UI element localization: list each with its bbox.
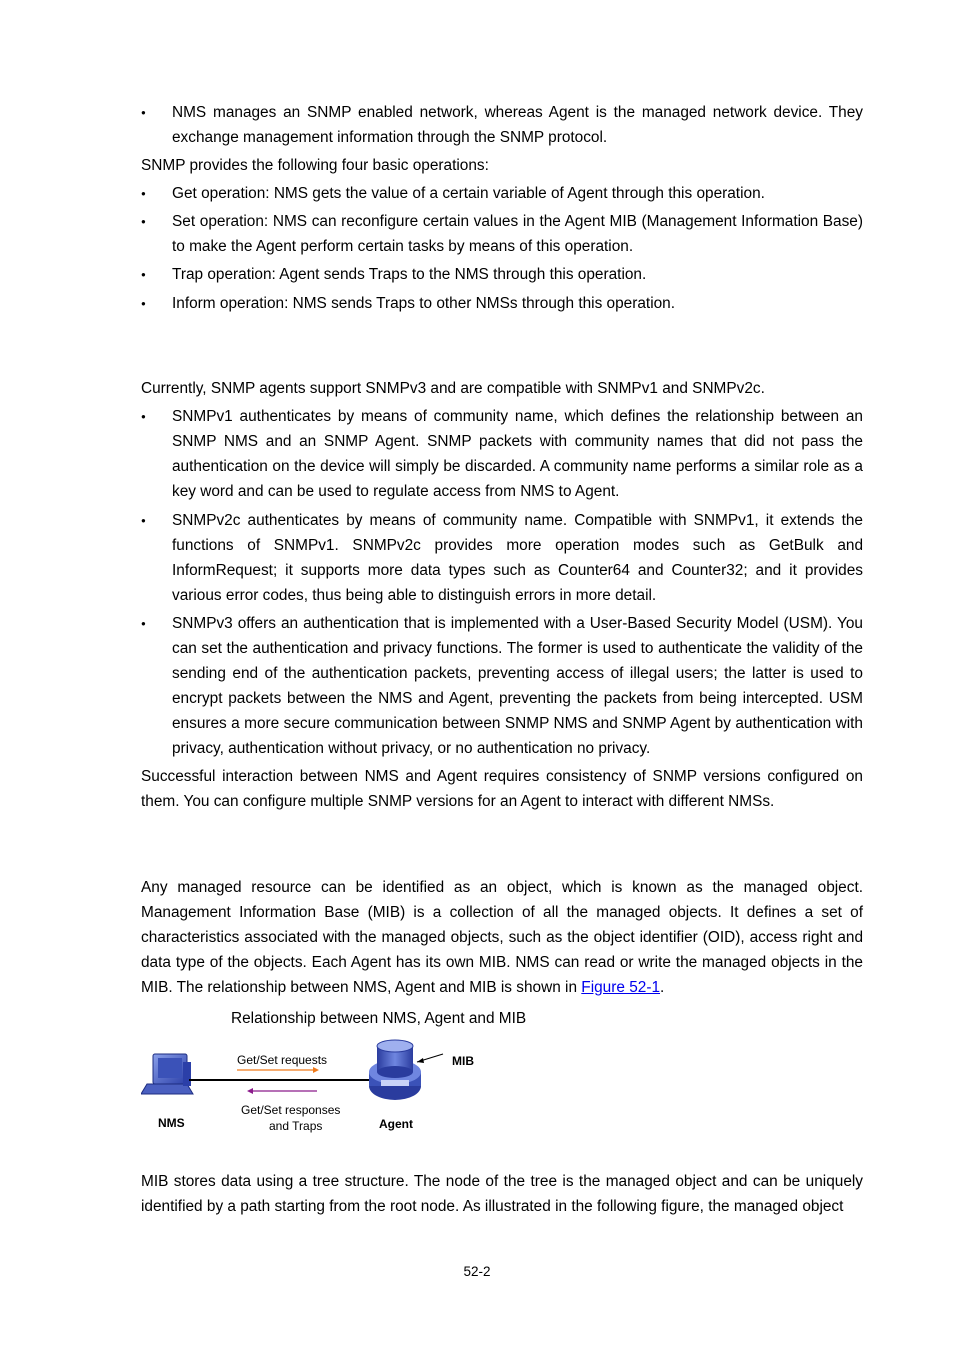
- list-item: ● SNMPv1 authenticates by means of community name, which defines the relationship between an SNMP NMS and an SNMP Agent. SNMP packets with community names that did not pass the authentication on the device will simply be discarded. A community name performs a similar role as a key word and can be used to regulate access from NMS to Agent.: [141, 404, 863, 504]
- operations-intro: SNMP provides the following four basic operations:: [141, 157, 489, 174]
- bullet-icon: [141, 181, 151, 208]
- bullet-icon: [141, 291, 151, 318]
- request-arrowhead: [313, 1067, 319, 1073]
- response-arrowhead: [247, 1088, 253, 1094]
- list-item: ● Trap operation: Agent sends Traps to the NMS through this operation.: [141, 262, 863, 287]
- page-number: 52-2: [463, 1264, 491, 1279]
- tree-paragraph: MIB stores data using a tree structure. The node of the tree is the managed object and can be uniquely identified by a path starting from the root node. As illustrated in the following figure, the managed object: [141, 1173, 863, 1215]
- mib-pointer-arrowhead: [417, 1058, 424, 1063]
- bullet-icon: [141, 100, 151, 127]
- list-item: ● Inform operation: NMS sends Traps to other NMSs through this operation.: [141, 291, 863, 316]
- nms-agent-mib-figure: [141, 1036, 501, 1140]
- versions-outro: Successful interaction between NMS and Agent requires consistency of SNMP versions configured on them. You can configure multiple SNMP versions for an Agent to interact with different NMSs.: [141, 768, 863, 810]
- list-item: ● NMS manages an SNMP enabled network, whereas Agent is the managed network device. They exchange management information through the SNMP protocol.: [141, 100, 863, 150]
- mib-paragraph: Any managed resource can be identified as an object, which is known as the managed object. Management Information Base (MIB) is a collection of all the managed objects. It defines a set of characteristics associated with the managed objects, such as the object identifier (OID), access right and data type of the objects. Each Agent has its own MIB. NMS can read or write the managed objects in the MIB. The relationship between NMS, Agent and MIB is shown in Figure 52-1.: [141, 879, 863, 996]
- bullet-icon: [141, 611, 151, 638]
- mib-label: MIB: [452, 1054, 474, 1068]
- responses-label-line2: and Traps: [269, 1119, 323, 1133]
- list-item: ● Set operation: NMS can reconfigure certain values in the Agent MIB (Management Information Base) to make the Agent perform certain tasks by means of this operation.: [141, 209, 863, 259]
- figure-link[interactable]: Figure 52-1: [581, 979, 661, 996]
- computer-icon: [141, 1054, 193, 1094]
- nms-label: NMS: [158, 1116, 185, 1130]
- list-item: ● SNMPv3 offers an authentication that is implemented with a User-Based Security Model (USM). You can set the authentication and privacy functions. The former is used to authenticate the validity of the sending end of the authentication packets, preventing access of illegal users; the latter is used to encrypt packets between the NMS and Agent, preventing the packets from being intercepted. USM ensures a more secure communication between SNMP NMS and SNMP Agent by authentication with privacy, authentication without privacy, or no authentication no privacy.: [141, 611, 863, 761]
- bullet-icon: [141, 262, 151, 289]
- bullet-icon: [141, 404, 151, 431]
- responses-label-line1: Get/Set responses: [241, 1103, 341, 1117]
- agent-label: Agent: [379, 1117, 413, 1131]
- figure-caption: Relationship between NMS, Agent and MIB: [231, 1010, 527, 1027]
- list-item: ● SNMPv2c authenticates by means of community name. Compatible with SNMPv1, it extends the functions of SNMPv1. SNMPv2c provides more operation modes such as GetBulk and InformRequest; it supports more data types such as Counter64 and Counter32; and it provides various error codes, thus being able to distinguish errors in more detail.: [141, 508, 863, 608]
- versions-intro: Currently, SNMP agents support SNMPv3 and are compatible with SNMPv1 and SNMPv2c.: [141, 380, 765, 397]
- requests-label: Get/Set requests: [237, 1053, 328, 1067]
- bullet-icon: [141, 209, 151, 236]
- list-item: ● Get operation: NMS gets the value of a certain variable of Agent through this operation.: [141, 181, 863, 206]
- database-icon: [369, 1040, 421, 1100]
- bullet-icon: [141, 508, 151, 535]
